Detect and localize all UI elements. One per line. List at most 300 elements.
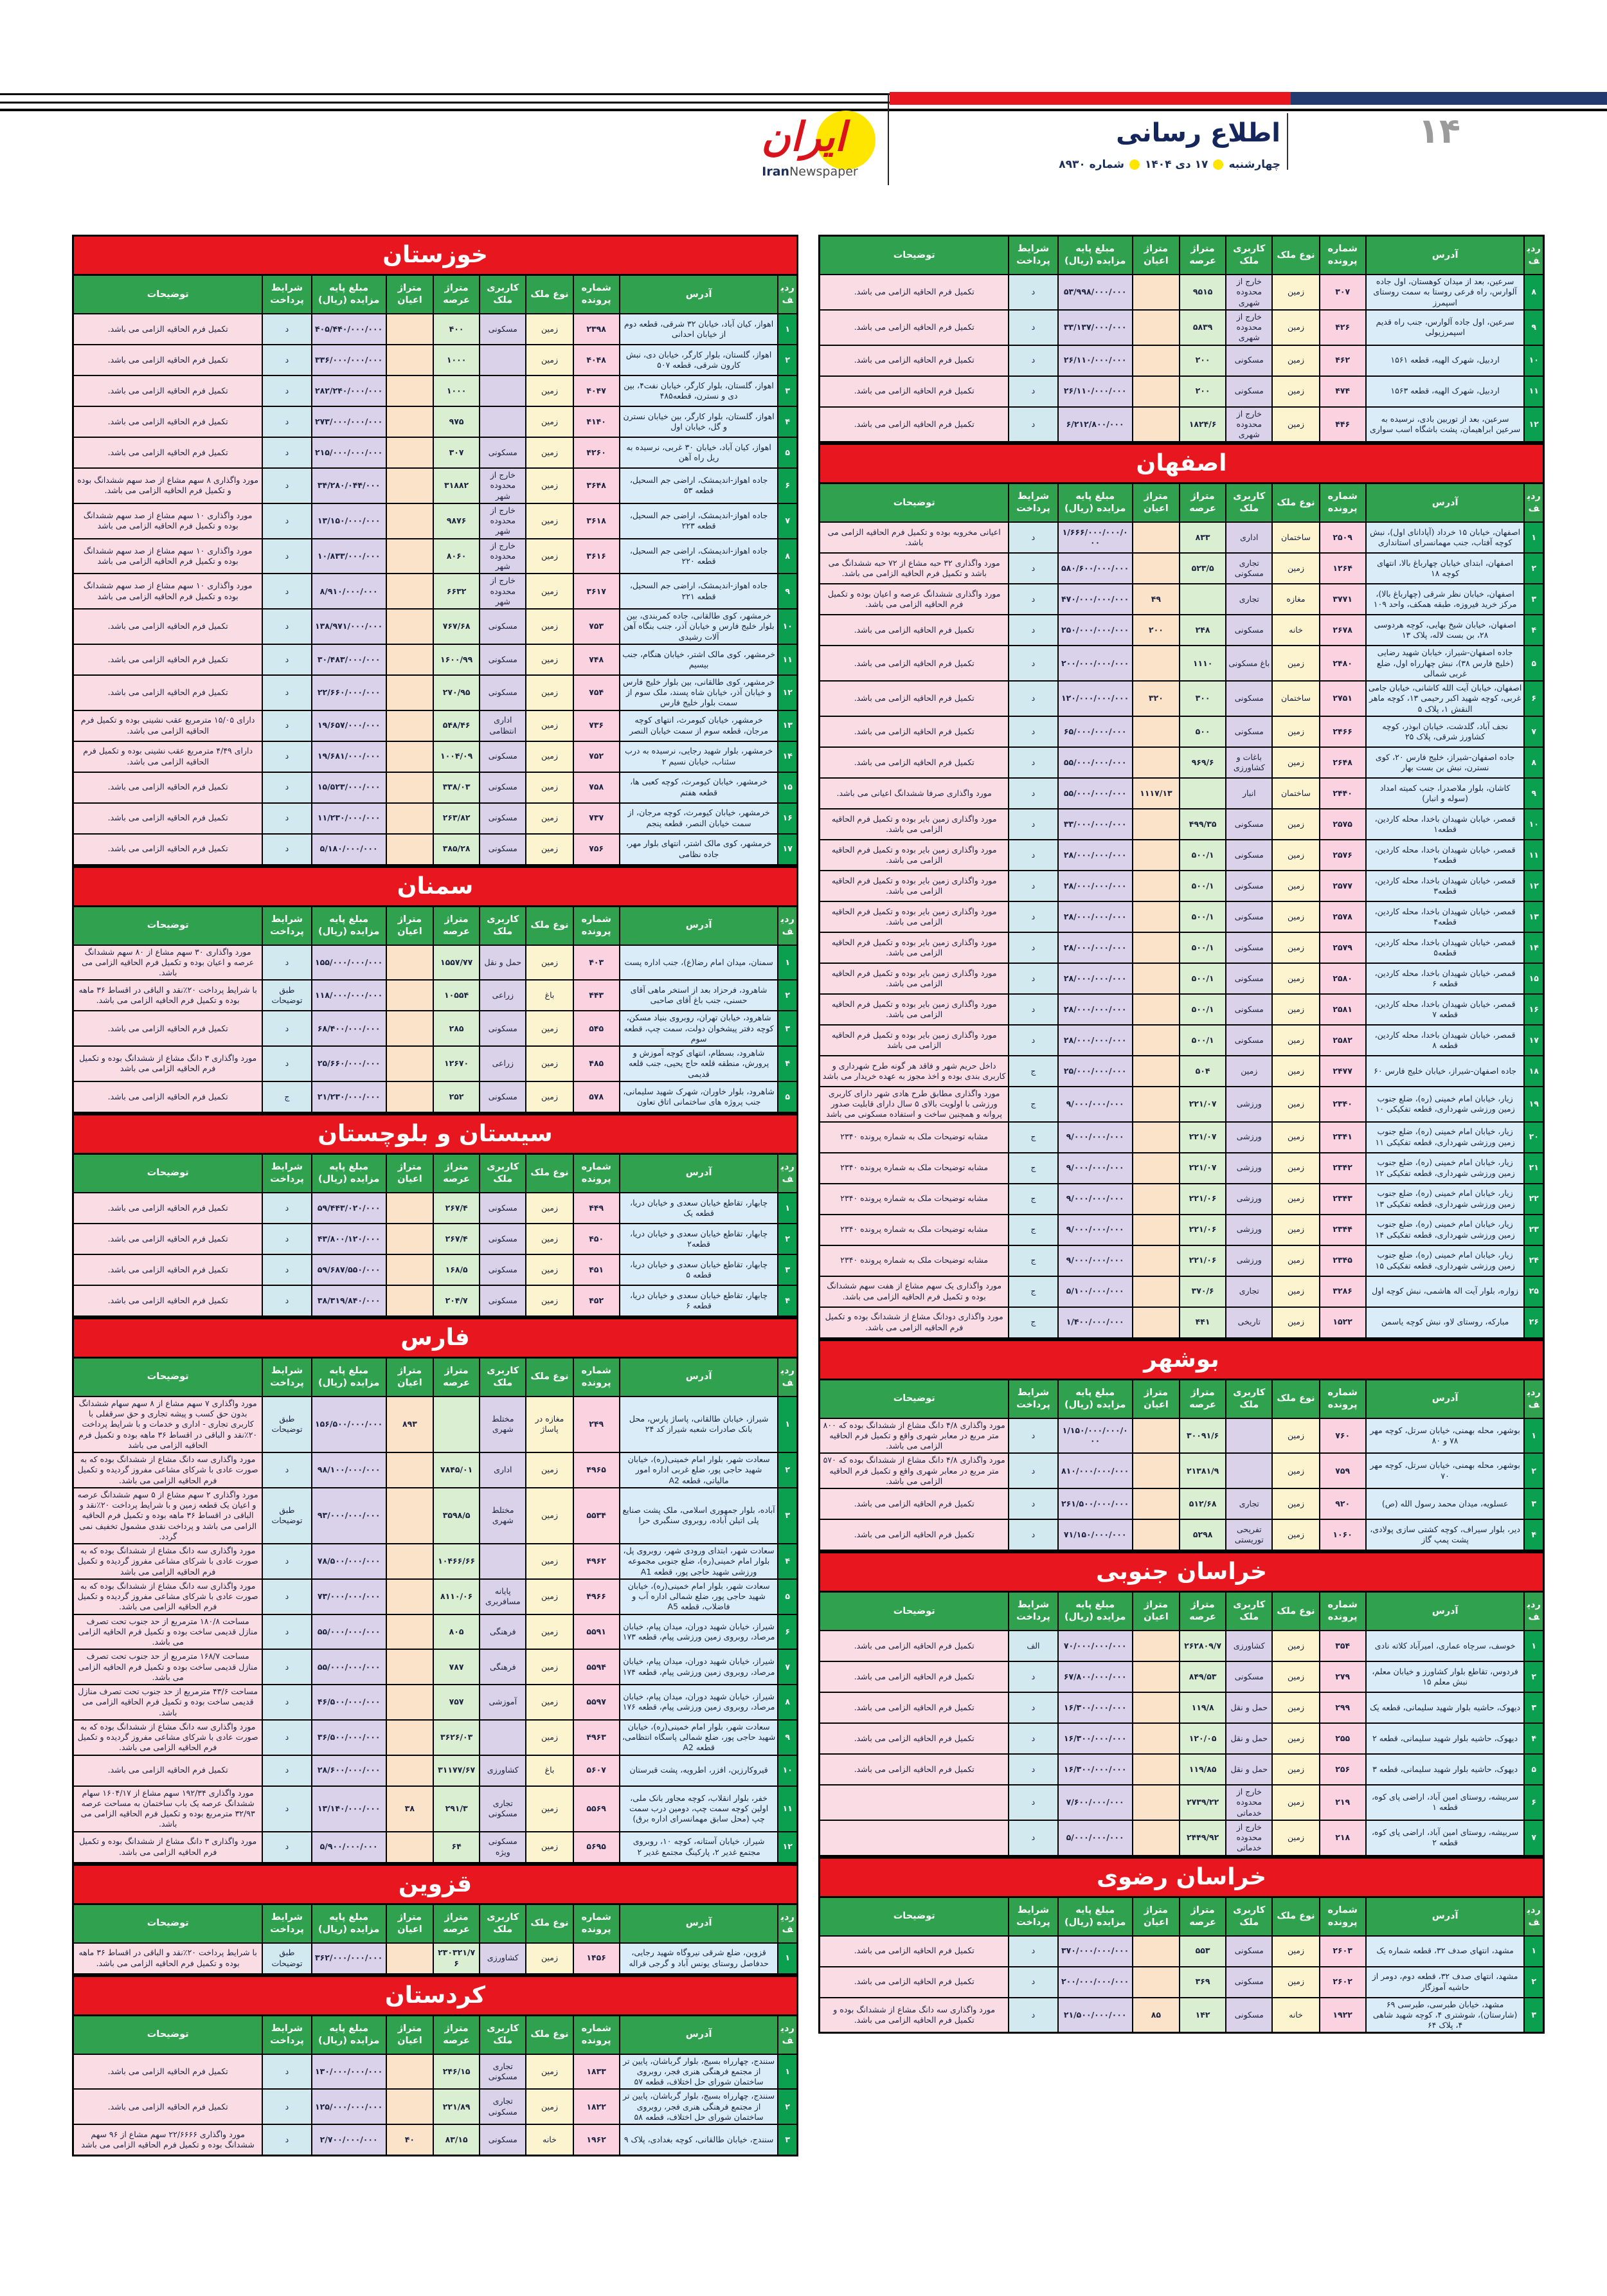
cell-address: اصفهان، خیابان نظر شرقی (چهارباغ بالا)، مرکز خرید فیروزه، طبقه همکف، واحد ۱۰۹ bbox=[1366, 584, 1525, 615]
cell-row: ۹ bbox=[1524, 778, 1543, 809]
cell-address: شیراز، خیابان طالقانی، پاساژ پارس، محل بانک صادرات شعبه شیراز کد ۲۴ bbox=[620, 1397, 778, 1452]
table-row bbox=[73, 1720, 798, 1755]
cell-price: ۳۰/۴۸۳/۰۰۰/۰۰۰ bbox=[312, 644, 386, 675]
cell-address: اهواز، گلستان، بلوار کارگر، بین خیابان نسترن و گل، خیابان اول bbox=[620, 406, 778, 437]
section-header-kurdistan: کردستان bbox=[72, 1975, 798, 2014]
cell-built bbox=[386, 539, 433, 574]
cell-built bbox=[386, 1224, 433, 1254]
column-header-price: مبلغ پایه مزایده (ریال) bbox=[312, 906, 386, 945]
cell-notes: مورد واگذاری زمین بایر بوده و تکمیل فرم الحاقیه الزامی می باشد. bbox=[820, 809, 1009, 840]
table-row bbox=[820, 901, 1544, 932]
cell-built bbox=[1133, 1488, 1180, 1519]
column-header-price: مبلغ پایه مزایده (ریال) bbox=[1058, 1897, 1133, 1936]
cell-type: زمین bbox=[526, 1046, 573, 1081]
yellow-dot-icon bbox=[1213, 159, 1223, 170]
table-header-row bbox=[73, 1153, 798, 1193]
cell-area: ۲۲۱/۰۶ bbox=[1180, 1184, 1226, 1215]
cell-built bbox=[386, 437, 433, 468]
cell-usage: مسکونی bbox=[1226, 1025, 1272, 1056]
cell-notes: مورد واگذاری صرفا ششدانگ اعیانی می باشد. bbox=[820, 778, 1009, 809]
column-header-usage: کاربری ملک bbox=[1226, 1897, 1272, 1936]
column-header-built: متراژ اعیان bbox=[386, 1357, 433, 1397]
cell-type: زمین bbox=[1272, 376, 1319, 407]
yellow-dot-icon bbox=[1129, 159, 1140, 170]
cell-notes: تکمیل فرم الحاقیه الزامی می باشد. bbox=[73, 314, 263, 345]
cell-notes: تکمیل فرم الحاقیه الزامی می باشد. bbox=[820, 615, 1009, 646]
table-row bbox=[73, 1649, 798, 1685]
cell-built bbox=[386, 710, 433, 741]
cell-price: ۴۰۵/۴۴۰/۰۰۰/۰۰۰ bbox=[312, 314, 386, 345]
cell-type: زمین bbox=[526, 1649, 573, 1685]
cell-notes bbox=[820, 1820, 1009, 1856]
cell-type: زمین bbox=[526, 1943, 573, 1975]
cell-address: خرمشهر، بلوار شهید رجایی، نرسیده به درب سئناب، خیابان نسیم ۲ bbox=[620, 741, 778, 772]
table-row bbox=[73, 980, 798, 1011]
cell-price: ۳۶/۵۰۰/۰۰۰/۰۰۰ bbox=[312, 1720, 386, 1755]
cell-file: ۲۴۸۰ bbox=[1320, 646, 1366, 681]
cell-usage: فرهنگی bbox=[480, 1649, 526, 1685]
table-row bbox=[73, 2124, 798, 2156]
cell-type: زمین bbox=[1272, 1967, 1319, 1998]
cell-notes: تکمیل فرم الحاقیه الزامی می باشد. bbox=[73, 609, 263, 644]
cell-type: زمین bbox=[526, 1544, 573, 1579]
cell-area: ۳۱۸۸۲ bbox=[433, 468, 480, 503]
column-header-price: مبلغ پایه مزایده (ریال) bbox=[1058, 1379, 1133, 1418]
cell-built bbox=[1133, 1087, 1180, 1122]
cell-pay: د bbox=[1009, 747, 1057, 778]
cell-pay: د bbox=[1009, 809, 1057, 840]
cell-notes: تکمیل فرم الحاقیه الزامی می باشد. bbox=[73, 437, 263, 468]
table-header-row bbox=[820, 484, 1544, 523]
cell-area: ۴۴۱ bbox=[1180, 1307, 1226, 1339]
cell-built bbox=[386, 644, 433, 675]
cell-row: ۱۴ bbox=[1524, 932, 1543, 963]
cell-built bbox=[386, 503, 433, 539]
cell-row: ۱۰ bbox=[1524, 345, 1543, 376]
cell-file: ۲۳۹۸ bbox=[573, 314, 620, 345]
cell-pay: د bbox=[262, 1193, 311, 1224]
cell-price: ۲۰۰/۰۰۰/۰۰۰/۰۰۰ bbox=[1058, 1967, 1133, 1998]
cell-notes: تکمیل فرم الحاقیه الزامی می باشد. bbox=[73, 772, 263, 803]
column-header-usage: کاربری ملک bbox=[480, 275, 526, 314]
cell-address: قمصر، خیابان شهیدان باخدا، محله کاردین، قطعه ۶ bbox=[1366, 963, 1525, 994]
cell-price: ۲۸/۰۰۰/۰۰۰/۰۰۰ bbox=[1058, 932, 1133, 963]
cell-usage: پایانه مسافربری bbox=[480, 1579, 526, 1614]
table-row bbox=[73, 574, 798, 609]
cell-file: ۴۴۳ bbox=[573, 980, 620, 1011]
cell-pay: د bbox=[262, 1046, 311, 1081]
cell-file: ۴۸۵ bbox=[573, 1046, 620, 1081]
cell-file: ۵۵۹۴ bbox=[573, 1649, 620, 1685]
cell-type: باغ bbox=[526, 980, 573, 1011]
cell-price: ۹۸/۱۰۰/۰۰۰/۰۰۰ bbox=[312, 1452, 386, 1488]
cell-usage: مسکونی bbox=[480, 1011, 526, 1046]
cell-file: ۳۶۱۸ bbox=[573, 503, 620, 539]
table-row bbox=[820, 1215, 1544, 1245]
cell-row: ۱۰ bbox=[1524, 809, 1543, 840]
cell-row: ۲۶ bbox=[1524, 1307, 1543, 1339]
cell-price: ۲۵۰/۰۰۰/۰۰۰/۰۰۰ bbox=[1058, 615, 1133, 646]
cell-price: ۱۳۰/۰۰۰/۰۰۰/۰۰۰ bbox=[312, 2054, 386, 2090]
cell-price: ۷۰/۰۰۰/۰۰۰/۰۰۰ bbox=[1058, 1631, 1133, 1661]
cell-notes: با شرایط پرداخت ۲۰٪نقد و الباقی در اقساط ۳۶ ماهه بوده و تکمیل فرم الحاقیه الزامی می باشد. bbox=[73, 980, 263, 1011]
cell-pay: د bbox=[262, 2054, 311, 2090]
column-header-address: آدرس bbox=[620, 2015, 778, 2054]
cell-type: زمین bbox=[1272, 1025, 1319, 1056]
cell-price: ۲۸/۰۰۰/۰۰۰/۰۰۰ bbox=[1058, 871, 1133, 901]
cell-notes: مورد واگذاری سه دانگ مشاع از ششدانگ بوده که به صورت عادی با شرکای مشاعی مفروز گردیده و تکمیل فرم الحاقیه الزامی می باشد bbox=[73, 1544, 263, 1579]
cell-address: جاده اهواز-اندیمشک، اراضی جم السحیل، قطعه ۵۳ bbox=[620, 468, 778, 503]
province-table-sistan bbox=[72, 1153, 798, 1317]
cell-type: زمین bbox=[1272, 1184, 1319, 1215]
cell-usage: اداری bbox=[480, 1452, 526, 1488]
cell-pay: د bbox=[1009, 310, 1057, 345]
cell-address: سرعین، بعد از توربین بادی، نرسیده به سرعین ابراهیمان، پشت باشگاه اسب سواری bbox=[1366, 407, 1525, 442]
cell-row: ۴ bbox=[778, 1046, 797, 1081]
cell-area: ۱۱۹/۸۵ bbox=[1180, 1754, 1226, 1785]
column-header-file: شماره پرونده bbox=[573, 1153, 620, 1193]
cell-pay: د bbox=[1009, 871, 1057, 901]
cell-row: ۲ bbox=[1524, 1967, 1543, 1998]
column-header-file: شماره پرونده bbox=[1320, 236, 1366, 275]
cell-row: ۶ bbox=[1524, 681, 1543, 716]
cell-built bbox=[386, 1649, 433, 1685]
cell-type: زمین bbox=[1272, 275, 1319, 310]
cell-file: ۱۰۶۰ bbox=[1320, 1519, 1366, 1551]
column-header-pay: شرایط پرداخت bbox=[1009, 1592, 1057, 1631]
column-header-notes: توضیحات bbox=[73, 906, 263, 945]
cell-price: ۶/۲۱۲/۸۰۰/۰۰۰ bbox=[1058, 407, 1133, 442]
cell-row: ۸ bbox=[778, 539, 797, 574]
cell-price: ۵۵/۰۰۰/۰۰۰/۰۰۰ bbox=[312, 1649, 386, 1685]
table-row bbox=[820, 1998, 1544, 2033]
cell-notes: با شرایط پرداخت ۲۰٪نقد و الباقی در اقساط ۳۶ ماهه بوده و تکمیل فرم الحاقیه الزامی می باشد. bbox=[73, 1943, 263, 1975]
cell-price: ۶۷/۸۰۰/۰۰۰/۰۰۰ bbox=[1058, 1661, 1133, 1692]
cell-area: ۳۰۷ bbox=[433, 437, 480, 468]
cell-pay: طبق توضیحات bbox=[262, 1397, 311, 1452]
cell-type: زمین bbox=[526, 539, 573, 574]
table-row bbox=[73, 1224, 798, 1254]
cell-row: ۱۷ bbox=[1524, 1025, 1543, 1056]
table-row bbox=[820, 681, 1544, 716]
province-table-semnan bbox=[72, 905, 798, 1114]
cell-type: زمین bbox=[526, 1452, 573, 1488]
cell-file: ۲۴۶۶ bbox=[1320, 716, 1366, 747]
cell-area: ۳۶۲۶/۰۳ bbox=[433, 1720, 480, 1755]
column-header-usage: کاربری ملک bbox=[1226, 1592, 1272, 1631]
cell-price: ۵۵/۰۰۰/۰۰۰/۰۰۰ bbox=[312, 1614, 386, 1650]
cell-notes: تکمیل فرم الحاقیه الزامی می باشد. bbox=[820, 1519, 1009, 1551]
cell-notes: مورد واگذاری زمین بایر بوده و تکمیل فرم الحاقیه الزامی می باشد. bbox=[820, 840, 1009, 871]
cell-type: زمین bbox=[526, 2054, 573, 2090]
cell-address: اهواز، کیان آباد، خیابان ۳۰ غربی، نرسیده به ریل راه آهن bbox=[620, 437, 778, 468]
cell-usage: مسکونی bbox=[480, 772, 526, 803]
cell-address: کاشان، بلوار ملاصدرا، جنب کمیته امداد (سوله و انبار) bbox=[1366, 778, 1525, 809]
column-header-built: متراژ اعیان bbox=[386, 1153, 433, 1193]
cell-price: ۳۸/۳۱۹/۸۴۰/۰۰۰ bbox=[312, 1285, 386, 1317]
table-row bbox=[73, 609, 798, 644]
cell-usage: تاریخی bbox=[1226, 1307, 1272, 1339]
cell-notes: تکمیل فرم الحاقیه الزامی می باشد. bbox=[820, 681, 1009, 716]
cell-area: ۱۰۵۵۴ bbox=[433, 980, 480, 1011]
cell-built bbox=[386, 945, 433, 981]
cell-address: قمصر، خیابان شهیدان باخدا، محله کاردین، قطعه ۸ bbox=[1366, 1025, 1525, 1056]
section-header-bushehr: بوشهر bbox=[818, 1339, 1545, 1379]
cell-type: زمین bbox=[526, 1832, 573, 1863]
table-row bbox=[820, 1122, 1544, 1153]
column-header-pay: شرایط پرداخت bbox=[262, 1153, 311, 1193]
cell-file: ۱۲۶۴ bbox=[1320, 553, 1366, 584]
cell-notes: تکمیل فرم الحاقیه الزامی می باشد. bbox=[73, 675, 263, 710]
cell-pay: د bbox=[1009, 716, 1057, 747]
cell-address: فردوس، تقاطع بلوار کشاورز و خیابان معلم، نبش معلم ۱۵ bbox=[1366, 1661, 1525, 1692]
cell-row: ۹ bbox=[778, 574, 797, 609]
table-row bbox=[820, 1184, 1544, 1215]
cell-pay: د bbox=[262, 468, 311, 503]
table-row bbox=[820, 1418, 1544, 1454]
cell-usage: باغ مسکونی bbox=[1226, 646, 1272, 681]
cell-address: آباده، بلوار جمهوری اسلامی، ملک پشت صنایع پلی اتیلن آباده، روبروی سنگبری حرا bbox=[620, 1488, 778, 1544]
cell-file: ۲۵۵ bbox=[1320, 1723, 1366, 1754]
cell-pay: طبق توضیحات bbox=[262, 980, 311, 1011]
cell-address: زیار، خیابان امام خمینی (ره)، ضلع جنوب زمین ورزشی شهرداری، قطعه تفکیکی ۱۳ bbox=[1366, 1184, 1525, 1215]
cell-price: ۵۸۰/۶۰۰/۰۰۰/۰۰۰ bbox=[1058, 553, 1133, 584]
column-header-type: نوع ملک bbox=[1272, 1897, 1319, 1936]
cell-row: ۶ bbox=[778, 1614, 797, 1650]
cell-pay: د bbox=[1009, 681, 1057, 716]
cell-row: ۱۳ bbox=[1524, 901, 1543, 932]
table-row bbox=[820, 646, 1544, 681]
cell-area: ۶۴ bbox=[433, 1832, 480, 1863]
cell-area: ۱۱۹/۸ bbox=[1180, 1692, 1226, 1723]
table-row bbox=[820, 1785, 1544, 1820]
cell-built bbox=[1133, 553, 1180, 584]
cell-type: زمین bbox=[1272, 1936, 1319, 1967]
column-header-price: مبلغ پایه مزایده (ریال) bbox=[312, 1357, 386, 1397]
column-header-built: متراژ اعیان bbox=[386, 2015, 433, 2054]
cell-type: زمین bbox=[1272, 747, 1319, 778]
cell-area: ۵۱۲/۶۸ bbox=[1180, 1488, 1226, 1519]
cell-type: زمین bbox=[526, 945, 573, 981]
cell-notes: مورد واگذاری سه دانگ مشاع از ششدانگ بوده و تکمیل فرم الحاقیه الزامی می باشد. bbox=[820, 1998, 1009, 2033]
province-table-isfahan bbox=[818, 482, 1545, 1339]
cell-row: ۱۱ bbox=[1524, 376, 1543, 407]
cell-price: ۶۸/۴۰۰/۰۰۰/۰۰۰ bbox=[312, 1011, 386, 1046]
cell-address: قیروکارزین، افزر، اطرویه، پشت قبرستان bbox=[620, 1755, 778, 1786]
cell-type: خانه bbox=[1272, 1998, 1319, 2033]
column-header-row: ردیف bbox=[778, 1153, 797, 1193]
table-row bbox=[820, 1631, 1544, 1661]
table-header-row bbox=[820, 236, 1544, 275]
cell-row: ۷ bbox=[778, 1649, 797, 1685]
table-row bbox=[73, 741, 798, 772]
column-header-price: مبلغ پایه مزایده (ریال) bbox=[1058, 236, 1133, 275]
cell-area: ۲۰۰ bbox=[1180, 345, 1226, 376]
cell-address: مشهد، خیابان طبرسی، طبرسی ۶۹ (شارستان)، شوشتری ۴، کوچه شهید شاهی ۴، پلاک ۶۴ bbox=[1366, 1998, 1525, 2033]
cell-address: زیار، خیابان امام خمینی (ره)، ضلع جنوب زمین ورزشی شهرداری، قطعه تفکیکی ۱۲ bbox=[1366, 1153, 1525, 1184]
cell-row: ۲ bbox=[1524, 1453, 1543, 1488]
column-header-file: شماره پرونده bbox=[573, 906, 620, 945]
cell-notes: تکمیل فرم الحاقیه الزامی می باشد. bbox=[73, 1285, 263, 1317]
cell-notes: تکمیل فرم الحاقیه الزامی می باشد. bbox=[73, 1224, 263, 1254]
cell-built bbox=[1133, 1276, 1180, 1307]
cell-address: مشهد، انتهای صدف ۳۲، قطعه شماره یک bbox=[1366, 1936, 1525, 1967]
cell-notes: تکمیل فرم الحاقیه الزامی می باشد. bbox=[73, 345, 263, 375]
cell-notes: مورد واگذاری زمین بایر بوده و تکمیل فرم الحاقیه الزامی می باشد. bbox=[820, 932, 1009, 963]
column-header-notes: توضیحات bbox=[73, 1904, 263, 1943]
cell-usage: مسکونی bbox=[1226, 716, 1272, 747]
cell-file: ۷۵۲ bbox=[573, 741, 620, 772]
cell-usage: مسکونی bbox=[1226, 681, 1272, 716]
cell-address: خوسف، سرچاه عماری، امیرآباد کلاته نادی bbox=[1366, 1631, 1525, 1661]
cell-pay: د bbox=[262, 2124, 311, 2156]
cell-pay: د bbox=[1009, 646, 1057, 681]
table-header-row bbox=[73, 1357, 798, 1397]
cell-built: ۳۸ bbox=[386, 1786, 433, 1832]
cell-price: ۳۷۰/۰۰۰/۰۰۰/۰۰۰ bbox=[1058, 1936, 1133, 1967]
province-table-khorasan-razavi bbox=[818, 1896, 1545, 2034]
cell-pay: د bbox=[262, 1452, 311, 1488]
cell-price: ۱/۴۰۰/۰۰۰/۰۰۰ bbox=[1058, 1307, 1133, 1339]
cell-file: ۴۰۳ bbox=[573, 945, 620, 981]
cell-area: ۱۲۶۷۰ bbox=[433, 1046, 480, 1081]
table-row bbox=[820, 809, 1544, 840]
table-row bbox=[820, 1661, 1544, 1692]
cell-notes: مورد واگذاری مطابق طرح هادی شهر دارای کاربری ورزشی با اولویت بالای ۵ سال دارای قابلیت صدور پروانه و همچنین ساخت و استفاده مسکونی می باشد bbox=[820, 1087, 1009, 1122]
cell-usage: مسکونی bbox=[480, 314, 526, 345]
cell-area: ۱۶۰۰/۹۹ bbox=[433, 644, 480, 675]
column-header-type: نوع ملک bbox=[526, 906, 573, 945]
cell-file: ۲۵۰۹ bbox=[1320, 522, 1366, 553]
cell-address: اهواز، گلستان، بلوار کارگر، خیابان نفت۴، بین دی و نسترن، قطعه۴۸۵ bbox=[620, 375, 778, 406]
cell-file: ۴۲۶۰ bbox=[573, 437, 620, 468]
cell-notes: تکمیل فرم الحاقیه الزامی می باشد. bbox=[73, 1755, 263, 1786]
column-header-pay: شرایط پرداخت bbox=[1009, 236, 1057, 275]
cell-pay: د bbox=[1009, 275, 1057, 310]
cell-pay: ج bbox=[1009, 1184, 1057, 1215]
cell-price: ۱۹/۶۸۱/۰۰۰/۰۰۰ bbox=[312, 741, 386, 772]
column-header-area: متراژ عرصه bbox=[433, 275, 480, 314]
cell-file: ۲۵۸۲ bbox=[1320, 1025, 1366, 1056]
cell-price: ۱۵/۵۲۳/۰۰۰/۰۰۰ bbox=[312, 772, 386, 803]
cell-area: ۱۸۲۴/۶ bbox=[1180, 407, 1226, 442]
table-row bbox=[73, 1786, 798, 1832]
cell-file: ۱۸۳۳ bbox=[573, 2054, 620, 2090]
column-header-area: متراژ عرصه bbox=[1180, 1379, 1226, 1418]
cell-usage: مسکونی bbox=[1226, 840, 1272, 871]
cell-pay: د bbox=[1009, 1025, 1057, 1056]
cell-usage: تفریحی توریستی bbox=[1226, 1519, 1272, 1551]
cell-notes: تکمیل فرم الحاقیه الزامی می باشد. bbox=[73, 803, 263, 834]
cell-file: ۴۵۰ bbox=[573, 1224, 620, 1254]
cell-price: ۱/۶۶۶/۰۰۰/۰۰۰/۰۰۰ bbox=[1058, 522, 1133, 553]
cell-file: ۲۴۴۰ bbox=[1320, 778, 1366, 809]
cell-file: ۴۹۶۵ bbox=[573, 1452, 620, 1488]
cell-notes: مورد واگذاری ۳ دانگ مشاع از ششدانگ بوده و تکمیل فرم الحاقیه الزامی می باشد. bbox=[73, 1832, 263, 1863]
cell-type: زمین bbox=[526, 1011, 573, 1046]
cell-area: ۲۲۱/۰۷ bbox=[1180, 1153, 1226, 1184]
column-header-notes: توضیحات bbox=[73, 275, 263, 314]
cell-file: ۱۵۲۲ bbox=[1320, 1307, 1366, 1339]
cell-usage: کشاورزی bbox=[480, 1943, 526, 1975]
cell-area: ۳۵۹۸/۵ bbox=[433, 1488, 480, 1544]
cell-usage: مسکونی bbox=[480, 675, 526, 710]
cell-file: ۲۱۹ bbox=[1320, 1785, 1366, 1820]
cell-row: ۴ bbox=[1524, 615, 1543, 646]
cell-notes: تکمیل فرم الحاقیه الزامی می باشد. bbox=[73, 1011, 263, 1046]
cell-pay: د bbox=[262, 741, 311, 772]
cell-file: ۲۳۴۴ bbox=[1320, 1215, 1366, 1245]
cell-usage: مسکونی bbox=[480, 1193, 526, 1224]
cell-area: ۴۰۰ bbox=[433, 314, 480, 345]
cell-built: ۴۹ bbox=[1133, 584, 1180, 615]
cell-usage: خارج از محدوده شهری bbox=[1226, 310, 1272, 345]
cell-usage: زمین bbox=[1226, 1056, 1272, 1087]
cell-built bbox=[386, 1685, 433, 1720]
cell-type: زمین bbox=[1272, 1056, 1319, 1087]
cell-notes: مورد واگذاری دودانگ مشاع از ششدانگ بوده و تکمیل فرم الحاقیه الزامی می باشد. bbox=[820, 1307, 1009, 1339]
cell-built bbox=[1133, 1307, 1180, 1339]
column-header-usage: کاربری ملک bbox=[480, 1153, 526, 1193]
cell-file: ۵۶۰۷ bbox=[573, 1755, 620, 1786]
cell-address: چابهار، تقاطع خیابان سعدی و خیابان دریا، قطعه ۶ bbox=[620, 1285, 778, 1317]
cell-address: دیهوک، حاشیه بلوار شهید سلیمانی، قطعه یک bbox=[1366, 1692, 1525, 1723]
cell-type: زمین bbox=[526, 710, 573, 741]
top-bar-white bbox=[0, 93, 890, 104]
cell-price: ۹/۰۰۰/۰۰۰/۰۰۰ bbox=[1058, 1087, 1133, 1122]
cell-row: ۲۳ bbox=[1524, 1215, 1543, 1245]
cell-type: زمین bbox=[526, 1224, 573, 1254]
cell-notes: مورد واگذاری یک سهم مشاع از هفت سهم ششدانگ بوده و تکمیل فرم الحاقیه الزامی می باشد. bbox=[820, 1276, 1009, 1307]
cell-pay: د bbox=[1009, 994, 1057, 1025]
cell-area: ۹۵۱۵ bbox=[1180, 275, 1226, 310]
cell-type: زمین bbox=[526, 741, 573, 772]
cell-file: ۴۹۶۶ bbox=[573, 1579, 620, 1614]
cell-area: ۵۸۳۹ bbox=[1180, 310, 1226, 345]
cell-price: ۱۱۸/۰۰۰/۰۰۰/۰۰۰ bbox=[312, 980, 386, 1011]
cell-area: ۵۰۰/۱ bbox=[1180, 1025, 1226, 1056]
province-table-qazvin bbox=[72, 1903, 798, 1975]
table-row bbox=[73, 1755, 798, 1786]
column-header-address: آدرس bbox=[1366, 1379, 1525, 1418]
cell-pay: د bbox=[1009, 1519, 1057, 1551]
cell-usage: آموزشی bbox=[480, 1685, 526, 1720]
column-header-address: آدرس bbox=[1366, 1897, 1525, 1936]
cell-row: ۷ bbox=[1524, 716, 1543, 747]
cell-type: زمین bbox=[1272, 1418, 1319, 1454]
cell-address: جاده اهواز-اندیمشک، اراضی جم السحیل، قطعه ۲۲۰ bbox=[620, 539, 778, 574]
cell-usage: اداری انتظامی bbox=[480, 710, 526, 741]
cell-pay: د bbox=[1009, 345, 1057, 376]
cell-address: جاده اصفهان-شیراز، خلیج فارس ۲۰، کوی نسترن، نبش بن بست بهار bbox=[1366, 747, 1525, 778]
cell-built bbox=[1133, 1723, 1180, 1754]
cell-area: ۶۶۳۲ bbox=[433, 574, 480, 609]
cell-area: ۱۵۵۷/۷۷ bbox=[433, 945, 480, 981]
cell-pay: د bbox=[1009, 522, 1057, 553]
cell-type: باغ bbox=[526, 1755, 573, 1786]
cell-usage: خارج از محدوده شهر bbox=[480, 503, 526, 539]
cell-address: سنندج، چهارراه بسیج، بلوار گرباشان، پایین تر از مجتمع فرهنگی هنری فجر، روبروی ساختمان شورای حل اختلاف، قطعه ۵۷ bbox=[620, 2054, 778, 2090]
cell-pay: د bbox=[262, 1254, 311, 1285]
column-header-built: متراژ اعیان bbox=[386, 1904, 433, 1943]
column-header-notes: توضیحات bbox=[820, 1897, 1009, 1936]
cell-notes: مورد واگذاری ۱۹۲/۳۴ سهم مشاع از ۱۶۰۴/۱۷ سهام ششدانگ عرصه یک باب ساختمان به مساحت عرصه ۳۲/۹۳ مترمربع بوده و تکمیل فرم الحاقیه الزامی می باشد. bbox=[73, 1786, 263, 1832]
cell-file: ۳۵۴ bbox=[1320, 1631, 1366, 1661]
cell-file: ۲۵۶ bbox=[1320, 1754, 1366, 1785]
cell-address: شاهرود، خیابان تهران، روبروی بنیاد مسکن، کوچه دفتر پیشخوان دولت، سمت چپ، قطعه سوم bbox=[620, 1011, 778, 1046]
table-row bbox=[73, 1832, 798, 1863]
table-row bbox=[73, 2054, 798, 2090]
